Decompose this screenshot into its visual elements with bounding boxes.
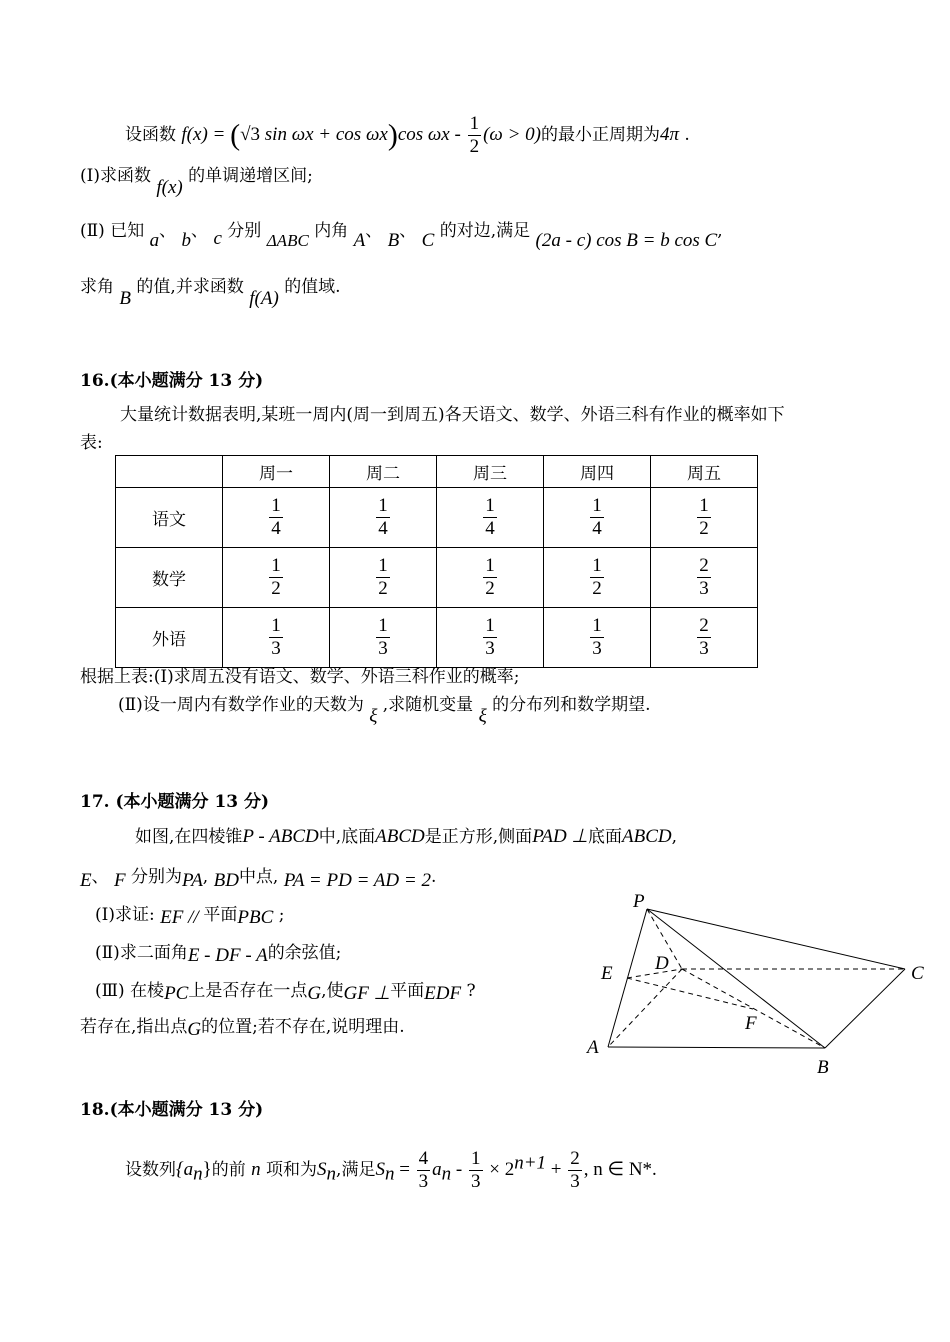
q15-cos-term: cos ωx - xyxy=(397,124,466,145)
exponent: n+1 xyxy=(514,1152,547,1174)
q17-line2-mid1: 分别为 xyxy=(131,867,183,887)
q15-intro xyxy=(125,113,690,158)
table-cell xyxy=(223,488,330,548)
angle-b: B xyxy=(387,230,400,251)
q17-last-suffix: 的位置;若不存在,说明理由. xyxy=(201,1017,405,1037)
table-cell xyxy=(651,548,758,608)
ef-parallel: EF // xyxy=(160,907,204,928)
q17-part3-prefix: (Ⅲ) 在棱 xyxy=(95,981,165,1001)
point-f: F xyxy=(114,870,126,891)
segment-bd: BD xyxy=(213,870,239,891)
q17-line1-mid3: 底面 xyxy=(587,827,622,847)
table-header-cell: 周三 xyxy=(437,456,544,488)
q17-part3-mid1: 上是否存在一点 xyxy=(188,981,308,1001)
q15-part2-line2-mid: 的值,并求函数 xyxy=(136,277,244,297)
angle-c: C xyxy=(421,230,435,251)
q17-line2-end: . xyxy=(430,867,437,887)
table-cell xyxy=(544,488,651,548)
fraction: $\frac{1}{2}$ xyxy=(271,555,281,599)
sep: 、 xyxy=(191,221,209,241)
edge-bc-line xyxy=(825,969,905,1048)
q15-sin-term: sin ωx + cos ωx xyxy=(260,124,388,145)
minus: - xyxy=(451,1159,467,1180)
sub-n: n xyxy=(384,1163,395,1185)
q15-part2-mid1: 分别 xyxy=(227,221,262,241)
label-b: B xyxy=(817,1057,829,1078)
q16-intro-line1: 大量统计数据表明,某班一周内(周一到周五)各天语文、数学、外语三科有作业的概率如下 xyxy=(120,405,785,425)
angle-b2: B xyxy=(119,288,132,309)
q17-part2-prefix: (Ⅱ)求二面角 xyxy=(95,943,188,963)
var-s: S xyxy=(375,1159,385,1180)
table-cell xyxy=(544,548,651,608)
seg-ef-line xyxy=(627,978,753,1009)
table-cell xyxy=(437,488,544,548)
label-f: F xyxy=(745,1013,757,1034)
q16-part2 xyxy=(118,692,651,727)
edge-pc: PC xyxy=(164,983,189,1004)
q16-intro-line2: 表: xyxy=(80,433,103,453)
equals: = xyxy=(394,1159,415,1180)
subject-cell: 外语 xyxy=(116,608,223,668)
q15-part2-line2 xyxy=(80,274,341,309)
subject-cell: 语文 xyxy=(116,488,223,548)
xi-symbol: ξ xyxy=(369,706,378,727)
times-two: × 2 xyxy=(484,1159,515,1180)
q18-mid3: ,满足 xyxy=(336,1160,376,1180)
q15-period: 4π xyxy=(659,124,679,145)
q17-last-line xyxy=(80,1014,405,1040)
base: ABCD xyxy=(375,826,425,847)
sep: 、 xyxy=(91,867,109,887)
sep: 、 xyxy=(365,221,383,241)
triangle-abc: ΔABC xyxy=(266,231,309,250)
diag-db-line xyxy=(682,969,825,1048)
paren-open: ( xyxy=(230,118,241,152)
fraction: $\frac{1}{4}$ xyxy=(592,495,602,539)
q17-heading: 17. (本小题满分 13 分) xyxy=(80,792,270,812)
q17-part3-end: ? xyxy=(466,981,476,1001)
segment-pa: PA xyxy=(182,870,203,891)
edge-ab-line xyxy=(608,1047,825,1048)
q17-part3-mid2: ,使 xyxy=(321,981,344,1001)
table-cell xyxy=(437,548,544,608)
q17-line1 xyxy=(135,824,677,850)
q17-line1-end: , xyxy=(671,827,677,847)
q17-line2 xyxy=(80,864,436,890)
fraction: $\frac{1}{3}$ xyxy=(378,615,388,659)
table-header-row xyxy=(116,456,758,488)
point-e: E xyxy=(80,870,92,891)
base: ABCD xyxy=(621,826,672,847)
fraction: $\frac{1}{3}$ xyxy=(485,615,495,659)
table-cell xyxy=(223,608,330,668)
fraction: $\frac{1}{3}$ xyxy=(592,615,602,659)
table-cell xyxy=(437,608,544,668)
comma: , xyxy=(202,867,209,887)
sub-n: n xyxy=(326,1163,337,1185)
q17-line1-prefix: 如图,在四棱锥 xyxy=(135,827,243,847)
fraction-2-3: $\frac{2}{3}$ xyxy=(570,1148,580,1192)
sqrt3: √3 xyxy=(240,124,261,145)
label-e: E xyxy=(601,963,613,984)
var-s: S xyxy=(317,1159,327,1180)
table-header-cell xyxy=(116,456,223,488)
q17-part3 xyxy=(95,978,476,1004)
table-cell xyxy=(544,608,651,668)
fraction-4-3: $\frac{4}{3}$ xyxy=(418,1148,429,1192)
label-a: A xyxy=(587,1037,599,1058)
q18-heading: 18.(本小题满分 13 分) xyxy=(80,1100,264,1120)
q16-heading: 16.(本小题满分 13 分) xyxy=(80,371,264,391)
table-header-cell: 周五 xyxy=(651,456,758,488)
q17-line1-mid2: 是正方形,侧面 xyxy=(424,827,533,847)
q15-part2 xyxy=(80,218,723,251)
q17-part1 xyxy=(95,902,284,928)
sep: 、 xyxy=(159,221,177,241)
paren-close: ) xyxy=(387,118,398,152)
fraction: $\frac{2}{3}$ xyxy=(699,615,709,659)
q15-part2-label: (Ⅱ) 已知 xyxy=(80,221,145,241)
plane-pbc: PBC xyxy=(237,907,274,928)
q17-line2-mid2: 中点, xyxy=(238,867,279,887)
q15-part1-suffix: 的单调递增区间; xyxy=(188,166,313,186)
sequence-a: {a xyxy=(176,1159,194,1180)
q15-condition: (2a - c) cos B = b cos C xyxy=(535,230,718,251)
sub-n: n xyxy=(441,1163,452,1185)
q18-mid1: 的前 xyxy=(211,1160,246,1180)
q15-part2-line2-suffix: 的值域. xyxy=(284,277,341,297)
q16-part2-prefix: (Ⅱ)设一周内有数学作业的天数为 xyxy=(118,695,364,715)
q16-part2-suffix: 的分布列和数学期望. xyxy=(492,695,651,715)
xi-symbol: ξ xyxy=(478,706,487,727)
q17-part1-mid: 平面 xyxy=(203,905,238,925)
fraction: $\frac{1}{2}$ xyxy=(485,555,495,599)
q15-part1-func: f(x) xyxy=(156,177,183,198)
equality: PA = PD = AD = 2 xyxy=(283,870,431,891)
q15-func-lhs: f(x) = xyxy=(181,124,231,145)
q15-omega-cond: (ω > 0) xyxy=(483,124,541,145)
brace-close: } xyxy=(202,1159,212,1180)
comma: , xyxy=(717,221,723,241)
face-perp: PAD ⊥ xyxy=(532,826,588,847)
point-g: G xyxy=(307,983,322,1004)
table-cell xyxy=(330,608,437,668)
label-p: P xyxy=(633,891,645,912)
plus: + xyxy=(546,1159,567,1180)
dihedral-angle: E - DF - A xyxy=(187,945,268,966)
q17-part1-prefix: (Ⅰ)求证: xyxy=(95,905,155,925)
var-a: a xyxy=(432,1159,442,1180)
var-c: c xyxy=(213,228,222,249)
plane-edf: EDF xyxy=(424,983,462,1004)
fraction: $\frac{1}{3}$ xyxy=(271,615,281,659)
table-header-cell: 周四 xyxy=(544,456,651,488)
q15-part2-mid2: 内角 xyxy=(314,221,349,241)
pyramid: P - ABCD xyxy=(242,826,319,847)
fraction: $\frac{1}{2}$ xyxy=(378,555,388,599)
sub-n: n xyxy=(193,1163,203,1185)
table-row xyxy=(116,608,758,668)
fraction-1-3: $\frac{1}{3}$ xyxy=(471,1148,481,1192)
q17-part2 xyxy=(95,940,341,966)
q18-statement xyxy=(125,1148,657,1193)
fraction: $\frac{1}{2}$ xyxy=(592,555,602,599)
q15-period-end: . xyxy=(684,125,690,145)
table-cell xyxy=(223,548,330,608)
table-header-cell: 周一 xyxy=(223,456,330,488)
q15-part2-mid3: 的对边,满足 xyxy=(439,221,531,241)
label-c: C xyxy=(911,963,924,984)
q17-part2-suffix: 的余弦值; xyxy=(267,943,342,963)
angle-a: A xyxy=(353,230,366,251)
q16-part1: 根据上表:(Ⅰ)求周五没有语文、数学、外语三科作业的概率; xyxy=(80,667,520,687)
q15-part2-line2-prefix: 求角 xyxy=(80,277,114,297)
q15-part1-label: (Ⅰ)求函数 xyxy=(80,166,151,186)
func-f-a: f(A) xyxy=(249,288,279,309)
var-b: b xyxy=(181,230,192,251)
fraction: $\frac{2}{3}$ xyxy=(699,555,709,599)
fraction: $\frac{1}{2}$ xyxy=(699,495,709,539)
q16-part2-mid: ,求随机变量 xyxy=(382,695,474,715)
table-header-cell: 周二 xyxy=(330,456,437,488)
q17-last-prefix: 若存在,指出点 xyxy=(80,1017,188,1037)
label-d: D xyxy=(655,953,669,974)
table-row xyxy=(116,548,758,608)
q15-part1 xyxy=(80,163,313,198)
q18-prefix: 设数列 xyxy=(125,1160,176,1180)
var-n: n xyxy=(251,1159,261,1180)
point-g: G xyxy=(187,1019,202,1040)
pyramid-figure xyxy=(585,885,925,1085)
q17-line1-mid1: 中,底面 xyxy=(318,827,376,847)
q18-tail: , n ∈ N*. xyxy=(583,1159,657,1180)
gf-perp: GF ⊥ xyxy=(343,983,391,1004)
q18-mid2: 项和为 xyxy=(266,1160,318,1180)
table-cell xyxy=(651,488,758,548)
table-row xyxy=(116,488,758,548)
table-cell xyxy=(330,488,437,548)
q15-intro-prefix: 设函数 xyxy=(125,125,176,145)
subject-cell: 数学 xyxy=(116,548,223,608)
q15-intro-suffix: 的最小正周期为 xyxy=(540,125,660,145)
sep: 、 xyxy=(399,221,417,241)
q17-part3-mid3: 平面 xyxy=(390,981,425,1001)
probability-table xyxy=(115,455,758,668)
table-cell xyxy=(330,548,437,608)
q15-half: $\frac{1}{2}$ xyxy=(469,113,480,157)
fraction: $\frac{1}{4}$ xyxy=(378,495,388,539)
q17-part1-end: ; xyxy=(278,905,285,925)
var-a: a xyxy=(149,230,160,251)
fraction: $\frac{1}{4}$ xyxy=(271,495,281,539)
table-cell xyxy=(651,608,758,668)
fraction: $\frac{1}{4}$ xyxy=(485,495,495,539)
